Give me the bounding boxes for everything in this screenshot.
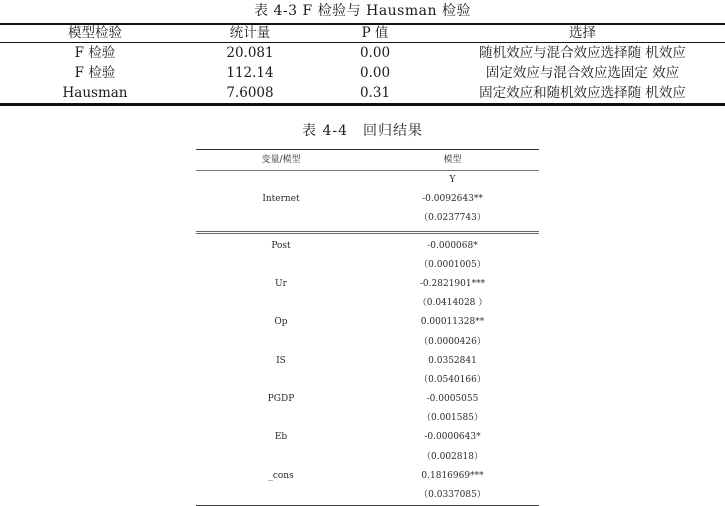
table-4-3 bbox=[0, 23, 725, 106]
variable-name: Internet bbox=[262, 194, 300, 205]
standard-error: （0.0540166） bbox=[419, 374, 486, 385]
table-row bbox=[196, 467, 539, 486]
coefficient: 0.00011328** bbox=[420, 317, 485, 328]
standard-error: （0.002818） bbox=[422, 451, 483, 462]
table-row bbox=[196, 409, 539, 428]
variable-name: IS bbox=[276, 355, 286, 366]
table-cell: 0.31 bbox=[310, 83, 440, 105]
coefficient: -0.0005055 bbox=[426, 394, 479, 405]
table-row bbox=[196, 448, 539, 467]
table-cell: 20.081 bbox=[226, 45, 274, 61]
table-cell: 随机效应与混合效应选择随 机效应 bbox=[479, 45, 686, 61]
table-row bbox=[196, 275, 539, 294]
standard-error: （0.0237743） bbox=[419, 213, 486, 224]
column-header-test: 模型检验 bbox=[0, 24, 190, 43]
table-row bbox=[196, 486, 539, 506]
variable-name: Eb bbox=[274, 432, 288, 443]
standard-error: （0.0337085） bbox=[419, 490, 486, 500]
coefficient: -0.000068* bbox=[427, 240, 478, 251]
table-row bbox=[196, 209, 539, 228]
variable-name: Ur bbox=[275, 278, 287, 289]
standard-error: （0.0414028 ） bbox=[417, 298, 488, 309]
variable-name: Op bbox=[274, 317, 288, 328]
table-row bbox=[196, 294, 539, 313]
table-row bbox=[196, 237, 539, 256]
table-cell: 112.14 bbox=[226, 65, 274, 81]
table-cell: 固定效应与混合效应选固定 效应 bbox=[485, 65, 680, 81]
coefficient: -0.2821901*** bbox=[419, 278, 486, 289]
table-row bbox=[196, 313, 539, 332]
table-cell: 固定效应和随机效应选择随 机效应 bbox=[440, 83, 725, 105]
table-row bbox=[196, 352, 539, 371]
table-cell: 0.00 bbox=[359, 65, 391, 81]
table-cell: F 检验 bbox=[74, 45, 116, 61]
table-row bbox=[196, 390, 539, 409]
table-row bbox=[196, 428, 539, 447]
standard-error: （0.0000426） bbox=[419, 336, 486, 347]
table-row bbox=[196, 371, 539, 390]
table-row bbox=[0, 83, 725, 105]
variable-name: PGDP bbox=[267, 394, 295, 405]
divider bbox=[196, 231, 539, 234]
coefficient: 0.0352841 bbox=[428, 355, 477, 366]
variable-name: _cons bbox=[268, 470, 294, 481]
standard-error: （0.0001005） bbox=[419, 259, 486, 270]
table-row bbox=[196, 333, 539, 352]
table-4-4 bbox=[196, 149, 539, 506]
table-header-row bbox=[0, 24, 725, 43]
variable-name: Post bbox=[271, 240, 291, 251]
column-header-choice: 选择 bbox=[440, 24, 725, 43]
dependent-variable: Y bbox=[449, 175, 456, 185]
dependent-variable-row bbox=[196, 171, 539, 190]
table-header-row bbox=[196, 149, 539, 171]
table-row bbox=[196, 190, 539, 209]
column-header-statistic: 统计量 bbox=[190, 24, 310, 43]
standard-error: （0.001585） bbox=[422, 413, 483, 424]
table-4-3-caption: 表 4-3 F 检验与 Hausman 检验 bbox=[254, 3, 471, 19]
coefficient: -0.0092643** bbox=[422, 194, 483, 205]
table-cell: 0.00 bbox=[359, 45, 391, 61]
table-row bbox=[196, 256, 539, 275]
coefficient: -0.0000643* bbox=[424, 432, 481, 443]
column-header-variable: 变量/模型 bbox=[261, 155, 301, 165]
coefficient: 0.1816969*** bbox=[421, 470, 484, 481]
table-cell: Hausman bbox=[0, 83, 190, 105]
table-cell: 7.6008 bbox=[190, 83, 310, 105]
table-cell: F 检验 bbox=[74, 65, 116, 81]
table-row bbox=[0, 43, 725, 64]
column-header-p-value: P 值 bbox=[310, 24, 440, 43]
column-header-model: 模型 bbox=[443, 155, 462, 165]
table-row bbox=[0, 63, 725, 83]
table-4-4-caption: 表 4-4 回归结果 bbox=[302, 123, 423, 139]
